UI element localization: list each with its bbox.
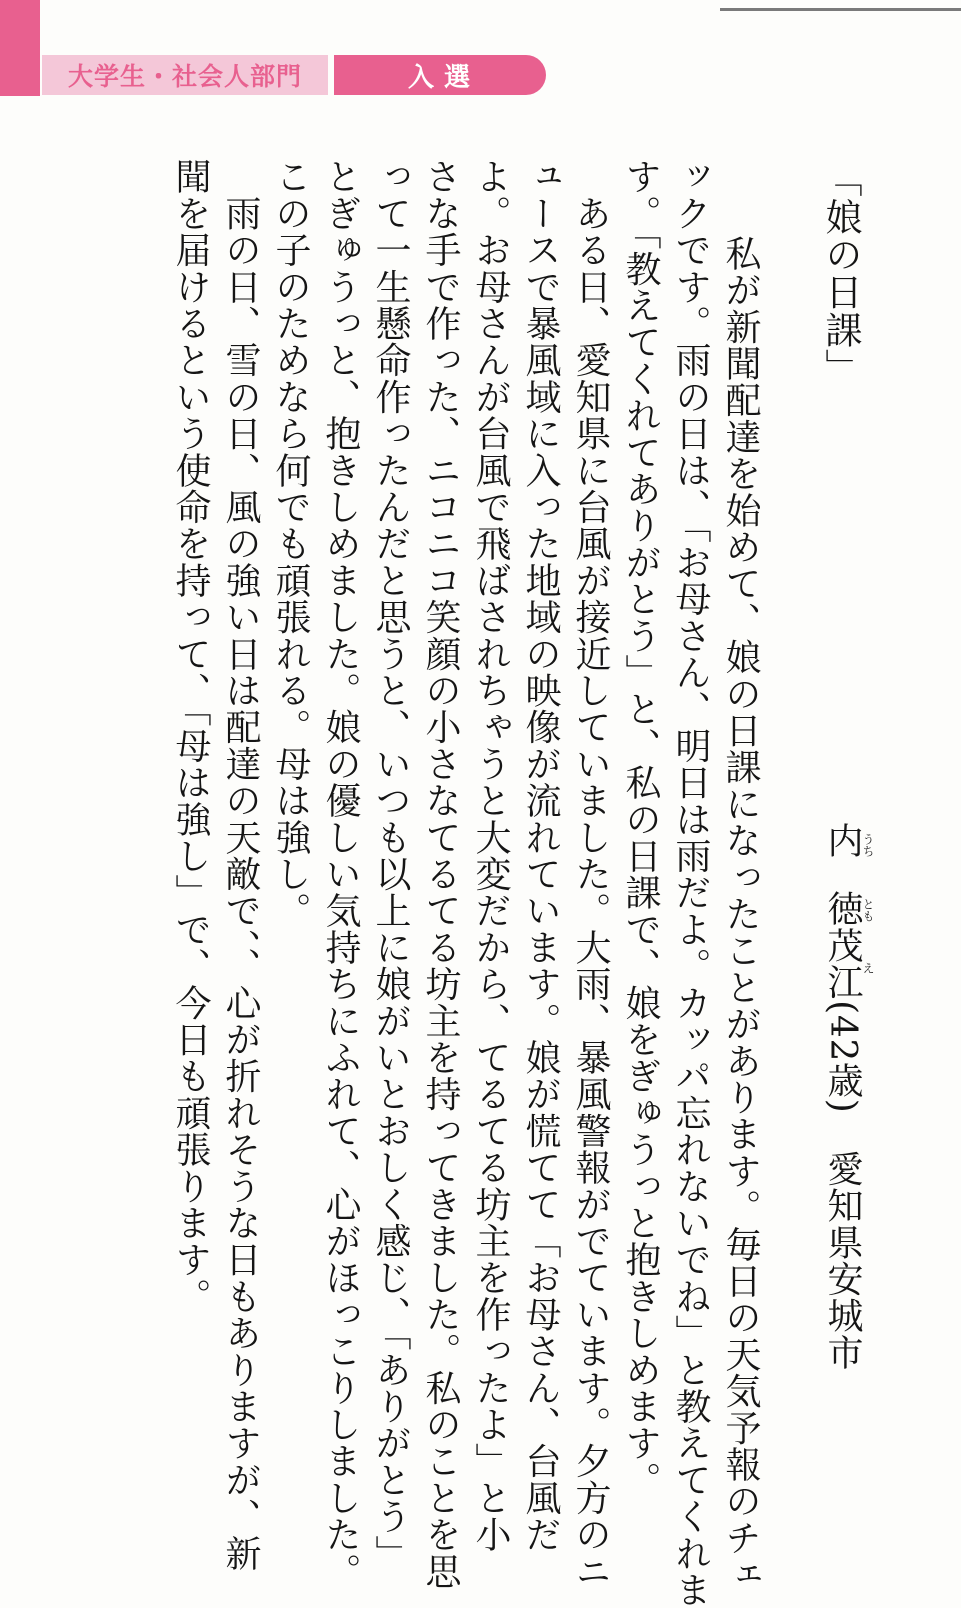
body-column-7: さな手で作った、ニコニコ笑顔の小さなてるてる坊主を持ってきました。私のことを思 [420, 158, 461, 1590]
author-ruby-tomo: とも [861, 898, 875, 922]
body-column-11: 雨の日、雪の日、風の強い日は配達の天敵で、、心が折れそうな日もありますが、新 [220, 158, 261, 1572]
award-badge: 入選 [334, 55, 546, 95]
body-column-4: ある日、愛知県に台風が接近していました。大雨、暴風警報がでています。夕方のニ [570, 158, 611, 1590]
body-column-8: って一生懸命作ったんだと思うと、いつも以上に娘がいとおしく感じ、「ありがとう」 [370, 158, 411, 1572]
body-column-2: ックです。雨の日は、「お母さん、明日は雨だよ。カッパ忘れないでね」と教えてくれま [670, 158, 711, 1608]
body-column-12: 聞を届けるという使命を持って、「母は強し」で、今日も頑張ります。 [170, 158, 211, 1315]
author-ruby-uchi: うち [861, 833, 875, 857]
top-rule [720, 8, 961, 11]
section-color-bar [0, 0, 40, 96]
body-column-6: よ。お母さんが台風で飛ばされちゃうと大変だから、てるてる坊主を作ったよ」と小 [470, 158, 511, 1553]
body-column-1: 私が新聞配達を始めて、娘の日課になったことがあります。毎日の天気予報のチェ [720, 198, 761, 1593]
author-name-and-city: 徳茂江(42歳) 愛知県安城市 [822, 890, 863, 1371]
author-family-name: 内 [822, 822, 863, 859]
article-title: 「娘の日課」 [819, 160, 862, 387]
body-column-10: この子のためなら何でも頑張れる。母は強し。 [270, 158, 311, 929]
body-column-9: とぎゅうっと、抱きしめました。娘の優しい気持ちにふれて、心がほっこりしました。 [320, 158, 361, 1590]
body-column-3: す。「教えてくれてありがとう」と、私の日課で、娘をぎゅうっと抱きしめます。 [620, 158, 661, 1498]
author-ruby-e: え [861, 962, 875, 974]
body-column-5: ュースで暴風域に入った地域の映像が流れています。娘が慌てて「お母さん、台風だ [520, 158, 561, 1553]
category-label: 大学生・社会人部門 [42, 55, 328, 95]
